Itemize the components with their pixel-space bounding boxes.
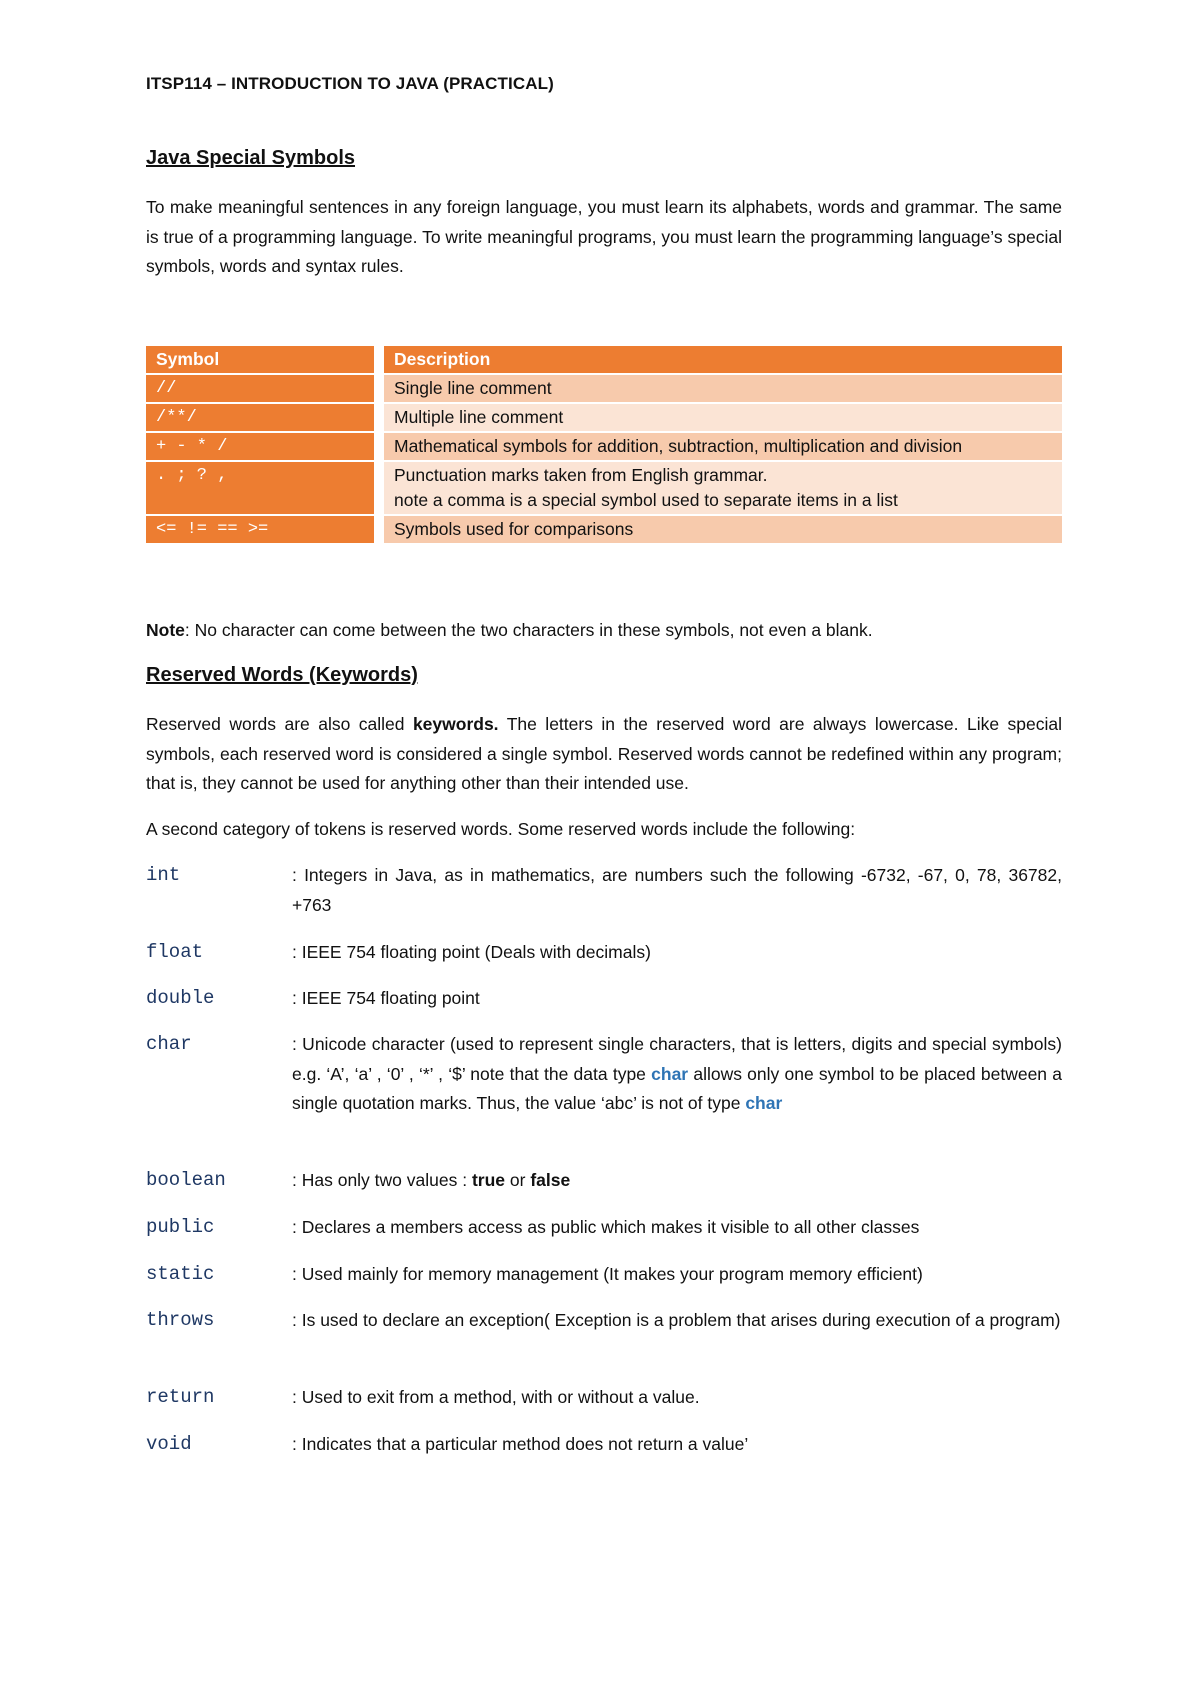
keywords-term: keywords. [412,714,499,734]
text-run: The letters in the reserved word are always lowercase. Like special symbols, each reserved word is considered a single symbol. Reserved words cannot be redefined within any program; that is, they cannot be used for anything other than their intended use. [146,714,1062,793]
reserved-words-paragraph [146,710,1062,799]
intro-paragraph [146,193,1062,282]
false-value: false [530,1170,571,1190]
table-row [146,516,1062,543]
keyword-name: throws [146,1309,215,1331]
section-title-special-symbols: Java Special Symbols [146,147,356,169]
page-header: ITSP114 – INTRODUCTION TO JAVA (PRACTICAL) [146,74,554,93]
keyword-description: : IEEE 754 floating point (Deals with decimals) [292,942,651,962]
keyword-name: void [146,1433,192,1455]
keyword-name: return [146,1386,215,1408]
true-value: true [471,1170,506,1190]
symbol-cell: /**/ [146,404,384,431]
description-cell: Multiple line comment [384,404,1062,431]
symbol-cell: + - * / [146,433,384,460]
table-header-symbol: Symbol [146,346,384,373]
tokens-text: A second category of tokens is reserved words. Some reserved words include the following: [146,819,856,839]
table-row [146,462,1062,514]
keyword-description: : Declares a members access as public which makes it visible to all other classes [292,1217,920,1237]
keyword-name: float [146,941,204,963]
keyword-name: boolean [146,1169,226,1191]
section-title-reserved-words: Reserved Words (Keywords) [146,664,418,686]
keyword-name: int [146,864,181,886]
keyword-description: : Indicates that a particular method does not return a value’ [292,1434,749,1454]
text-run: : Has only two values : [292,1170,472,1190]
text-run: allows only one symbol to be placed between a single quotation marks. Thus, the value ‘abc’ is not of type [292,1063,1062,1113]
keyword-description: : Used to exit from a method, with or without a value. [292,1387,700,1407]
intro-text: To make meaningful sentences in any foreign language, you must learn its alphabets, words and grammar. The same is true of a programming language. To write meaningful programs, you must learn the programming language’s special symbols, words and syntax rules. [146,197,1062,276]
description-line: Punctuation marks taken from English grammar. [394,465,768,485]
description-cell: Symbols used for comparisons [384,516,1062,543]
keyword-name: static [146,1263,215,1285]
text-run: or [505,1170,531,1190]
note-text: : No character can come between the two characters in these symbols, not even a blank. [184,620,873,640]
text-run: : Unicode character (used to represent single characters, that is letters, digits and special symbols) e.g. ‘A’, ‘a’ , ‘0’ , ‘*’ , ‘$’ note that the data type [292,1034,1062,1084]
keyword-description: : Integers in Java, as in mathematics, are numbers such the following -6732, -67, 0, 78, 36782, +763 [292,865,1062,915]
tokens-paragraph [146,815,1062,845]
symbol-cell: // [146,375,384,402]
symbol-cell: . ; ? , [146,462,384,514]
keyword-description [292,1166,1062,1196]
keyword-description [292,1030,1062,1119]
char-keyword: char [745,1093,783,1113]
symbol-cell: <= != == >= [146,516,384,543]
symbols-table [146,344,1062,545]
keyword-name: double [146,987,215,1009]
text-run: Reserved words are also called [146,714,413,734]
description-line: note a comma is a special symbol used to separate items in a list [394,490,898,510]
keyword-description: : IEEE 754 floating point [292,988,480,1008]
table-row [146,375,1062,402]
keyword-description: : Used mainly for memory management (It makes your program memory efficient) [292,1264,923,1284]
keyword-name: public [146,1216,215,1238]
table-header-description: Description [384,346,1062,373]
table-row [146,404,1062,431]
description-cell: Single line comment [384,375,1062,402]
table-row [146,433,1062,460]
note-paragraph [146,616,1062,646]
description-cell [384,462,1062,514]
char-keyword: char [651,1063,689,1084]
description-cell: Mathematical symbols for addition, subtraction, multiplication and division [384,433,1062,460]
keyword-name: char [146,1033,192,1055]
reserved-words-text [146,710,1062,799]
keyword-description: : Is used to declare an exception( Exception is a problem that arises during execution of a program) [292,1310,1061,1330]
note-label: Note [146,620,185,640]
table-header-row [146,346,1062,373]
